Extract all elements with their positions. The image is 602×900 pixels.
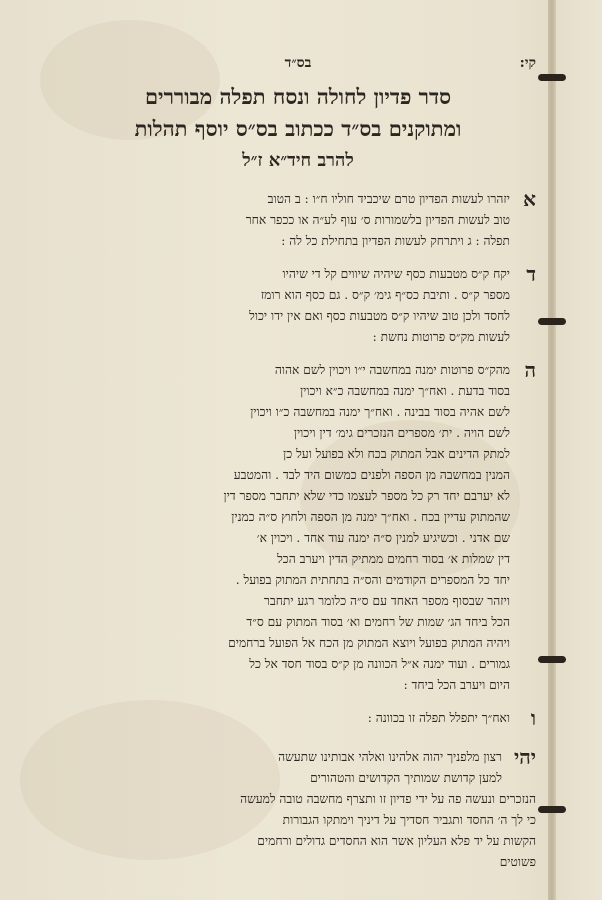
prayer-paragraph bbox=[60, 747, 536, 873]
paragraph-line: ואח״ך יתפלל תפלה זו בכוונה : bbox=[367, 711, 510, 725]
paragraph-line: לשם הויה . ית׳ מספרים הנזכרים גימ׳ דין ויכוין bbox=[293, 426, 510, 440]
paragraph-line: תפלה : ג ויתרחק לעשות הפדיון בתחילת כל לה : bbox=[281, 234, 510, 248]
paragraph-letter: א bbox=[523, 187, 536, 211]
title-line-1: סדר פדיון לחולה ונסח תפלה מבוררים bbox=[144, 84, 452, 109]
paragraph-line: לא יערבם יחד רק כל מספר לעצמו כדי שלא יתחבר מספר דין bbox=[223, 489, 510, 503]
paragraph-line: הכל ביחד הג׳ שמות של רחמים וא׳ בסוד המתוק עם ס״ד bbox=[246, 615, 510, 629]
paragraph-line: לעשות מק״ס פרוטות נחשת : bbox=[372, 330, 510, 344]
paragraph-2 bbox=[60, 264, 536, 348]
folio-number: קי: bbox=[519, 55, 536, 71]
paragraph-line: יחד כל המספרים הקודמים והס״ה בתחתית המתוק בפועל . bbox=[235, 573, 510, 587]
binding-hole bbox=[538, 806, 566, 813]
paragraph-line: לשם אהיה בסוד בבינה . ואח״ך ימנה במחשבה כ״ו ויכוין bbox=[250, 405, 510, 419]
paragraph-line: ויזהר שבסוף מספר האחד עם ס״ה כלומר רגע יתחבר bbox=[263, 594, 510, 608]
paragraph-4 bbox=[60, 708, 536, 729]
title-line-2: ומתוקנים בס״ד ככתוב בס״ס יוסף תהלות bbox=[134, 116, 462, 141]
paragraph-line: הקשות על יד פלא העליון אשר הוא החסדים גדולים ורחמים bbox=[257, 834, 536, 848]
binding-hole bbox=[538, 318, 566, 325]
paragraph-line: שם אדני . וכשיגיע למנין ס״ה ימנה עוד אחד . ויכוין א׳ bbox=[256, 531, 510, 545]
paragraph-letter: ד bbox=[526, 262, 536, 286]
paragraph-line: יזהרו לעשות הפדיון טרם שיכביד חוליו ח״ו : ב הטוב bbox=[267, 192, 510, 206]
paragraph-line: שהמתוק עדיין בכח . ואח״ך ימנה מן הספה ולחוץ ס״ה כמנין bbox=[231, 510, 510, 524]
paragraph-line: היום ויערב הכל ביחד : bbox=[403, 678, 510, 692]
paragraph-line: גמורים . ועוד ימנה א״ל הכוונה מן ק״ס בסוד חסד אל כל bbox=[249, 657, 510, 671]
paragraph-line: מספר ק״ס . ותיבת כס״ף גימ׳ ק״ס . גם כסף הוא רומז bbox=[260, 288, 510, 302]
title-line-3: להרב חיד״א ז״ל bbox=[242, 150, 354, 171]
paragraph-line: למען קדושת שמותיך הקדושים והטהורים bbox=[310, 771, 502, 785]
paragraph-opening-word: יהי bbox=[514, 745, 536, 769]
paragraph-line: המנין במחשבה מן הספה ולפנים כמשום היד לבד . והמטבע bbox=[233, 468, 510, 482]
paragraph-line: מהק״ס פרוטות ימנה במחשבה י״ו ויכוין לשם אהוה bbox=[274, 363, 510, 377]
paragraph-line: הנזכרים ונעשה פה על ידי פדיון זו ותצרף מחשבה טובה למעשה bbox=[240, 792, 536, 806]
paragraph-line: טוב לעשות הפדיון בלשמורות ס׳ עוף לע״ה או ככפר אחר bbox=[245, 213, 510, 227]
paragraph-3 bbox=[60, 360, 536, 696]
running-head bbox=[60, 55, 536, 81]
paragraph-1 bbox=[60, 189, 536, 252]
binding-hole bbox=[538, 656, 566, 663]
paragraph-line: יקח ק״ס מטבעות כסף שיהיה שיווים קל די שיהיו bbox=[282, 267, 510, 281]
facing-page-edge bbox=[556, 0, 602, 900]
paragraph-letter: ה bbox=[524, 358, 536, 382]
binding-hole bbox=[538, 74, 566, 81]
paragraph-line: בסוד בדעת . ואח״ך ימנה במחשבה כ״א ויכוין bbox=[300, 384, 510, 398]
paragraph-line: פשוטים bbox=[499, 855, 536, 869]
paragraph-line: למתק הדינים אבל המתוק בכח ולא בפועל ועל כן bbox=[283, 447, 510, 461]
running-title: בס״ד bbox=[284, 55, 312, 71]
paragraph-line: לחסד ולכן טוב שיהיו ק״ס מטבעות כסף ואם אין ידו יכול bbox=[249, 309, 510, 323]
paragraph-line: רצון מלפניך יהוה אלהינו ואלהי אבותינו שתעשה bbox=[278, 750, 502, 764]
paragraph-line: דין שמלות א׳ בסוד רחמים ממתיק הדין ויערב הכל bbox=[277, 552, 510, 566]
paragraph-letter: ו bbox=[530, 706, 536, 730]
paragraph-line: כי לך ה׳ החסד ותגביר חסדיך על דיניך וימתקו הגבורות bbox=[282, 813, 536, 827]
page-text bbox=[60, 55, 536, 873]
paragraph-line: ויהיה המתוק בפועל ויוצא המתוק מן הכח אל הפועל ברחמים bbox=[228, 636, 510, 650]
page-gutter bbox=[548, 0, 556, 900]
